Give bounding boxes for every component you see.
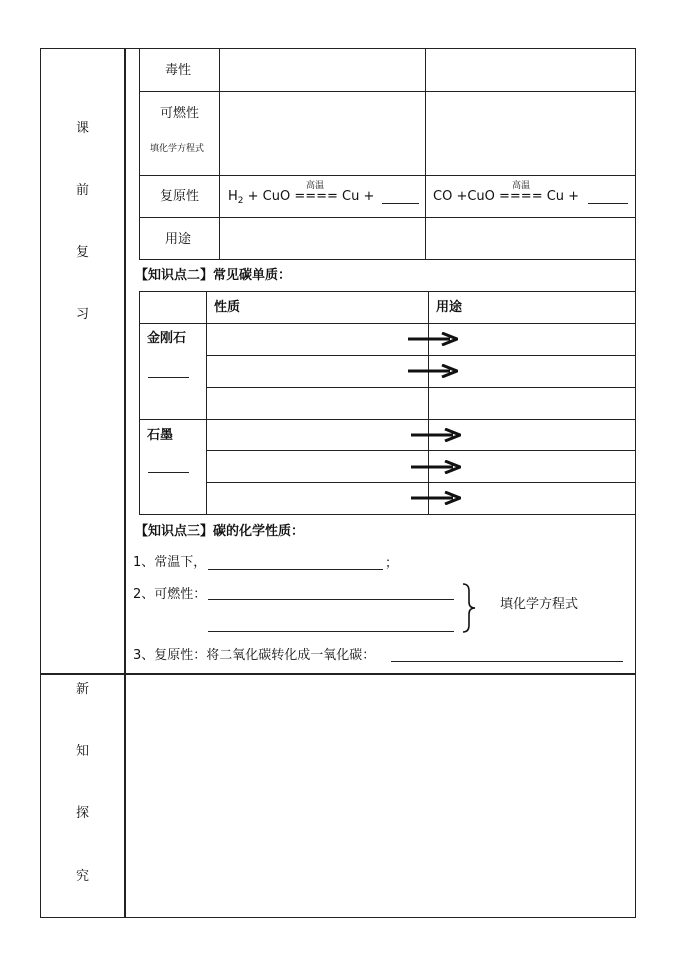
prop-table-row-line-2: [139, 175, 635, 176]
arrow-right-icon: [406, 332, 458, 346]
review-char-4: 习: [76, 307, 90, 322]
review-char-3: 复: [76, 245, 90, 260]
carbon-table-col2: [428, 291, 429, 515]
graphite-blank[interactable]: [148, 472, 189, 473]
item2-blank-1[interactable]: [208, 599, 454, 600]
outer-left-border: [40, 48, 41, 918]
row-label-reducibility: 复原性: [160, 189, 200, 204]
carbon-table-top: [139, 291, 635, 292]
explore-char-4: 究: [76, 869, 90, 884]
carbon-table-left: [139, 291, 140, 515]
item2-note: 填化学方程式: [500, 597, 579, 612]
item1-blank[interactable]: [208, 569, 383, 570]
arrow-right-icon: [409, 491, 461, 505]
co-reaction-formula: CO +CuO ==== Cu +: [433, 189, 584, 204]
prop-table-left: [139, 48, 140, 260]
item2-label: 2、可燃性：: [133, 587, 207, 602]
section-divider: [40, 673, 636, 675]
co-reaction-condition: 高温: [512, 181, 531, 191]
co-product-blank[interactable]: [588, 203, 628, 204]
carbon-table-col1: [206, 291, 207, 515]
arrow-right-icon: [406, 364, 458, 378]
carbon-table-row-2: [206, 355, 635, 356]
left-column-divider: [124, 48, 126, 918]
explore-char-2: 知: [76, 744, 90, 759]
carbon-table-row-4: [139, 419, 635, 420]
item3-label: 3、复原性：将二氧化碳转化成一氧化碳：: [133, 648, 376, 663]
diamond-label: 金刚石: [147, 331, 187, 346]
h2-reaction-condition: 高温: [306, 181, 325, 191]
review-char-2: 前: [76, 183, 90, 198]
item1-label: 1、常温下，: [133, 555, 207, 570]
prop-table-col1: [219, 48, 220, 260]
header-use: 用途: [436, 300, 463, 315]
outer-top-border: [40, 48, 636, 49]
point3-title: 【知识点三】碳的化学性质：: [135, 524, 305, 539]
prop-table-bottom: [139, 259, 635, 260]
carbon-table-bottom: [139, 514, 635, 515]
row-label-flammability: 可燃性: [160, 106, 200, 121]
outer-right-border: [635, 48, 636, 918]
row-sublabel-equation: 填化学方程式: [150, 144, 205, 154]
row-label-toxicity: 毒性: [165, 63, 192, 78]
carbon-table-row-6: [206, 482, 635, 483]
item1-end: ；: [385, 556, 399, 571]
prop-table-col2: [425, 48, 426, 260]
header-property: 性质: [214, 300, 241, 315]
carbon-table-row-1: [139, 323, 635, 324]
item3-blank[interactable]: [391, 661, 623, 662]
h2-formula-subscript: 2: [237, 196, 244, 206]
prop-table-row-line-3: [139, 217, 635, 218]
right-brace-icon: [461, 583, 477, 633]
point2-title: 【知识点二】常见碳单质：: [135, 268, 292, 283]
explore-char-1: 新: [76, 682, 90, 697]
h2-formula-prefix: H: [228, 189, 238, 204]
carbon-table-row-5: [206, 450, 635, 451]
graphite-label: 石墨: [147, 428, 174, 443]
carbon-table-row-3: [206, 387, 635, 388]
h2-reaction-formula: [228, 189, 379, 206]
h2-product-blank[interactable]: [382, 203, 419, 204]
outer-bottom-border: [40, 917, 636, 918]
item2-blank-2[interactable]: [208, 631, 454, 632]
arrow-right-icon: [409, 460, 461, 474]
explore-char-3: 探: [76, 806, 90, 821]
arrow-right-icon: [409, 428, 461, 442]
diamond-blank[interactable]: [148, 377, 189, 378]
h2-formula-rest: + CuO ==== Cu +: [243, 189, 379, 204]
review-char-1: 课: [76, 121, 90, 136]
prop-table-row-line-1: [139, 91, 635, 92]
row-label-uses: 用途: [165, 232, 192, 247]
